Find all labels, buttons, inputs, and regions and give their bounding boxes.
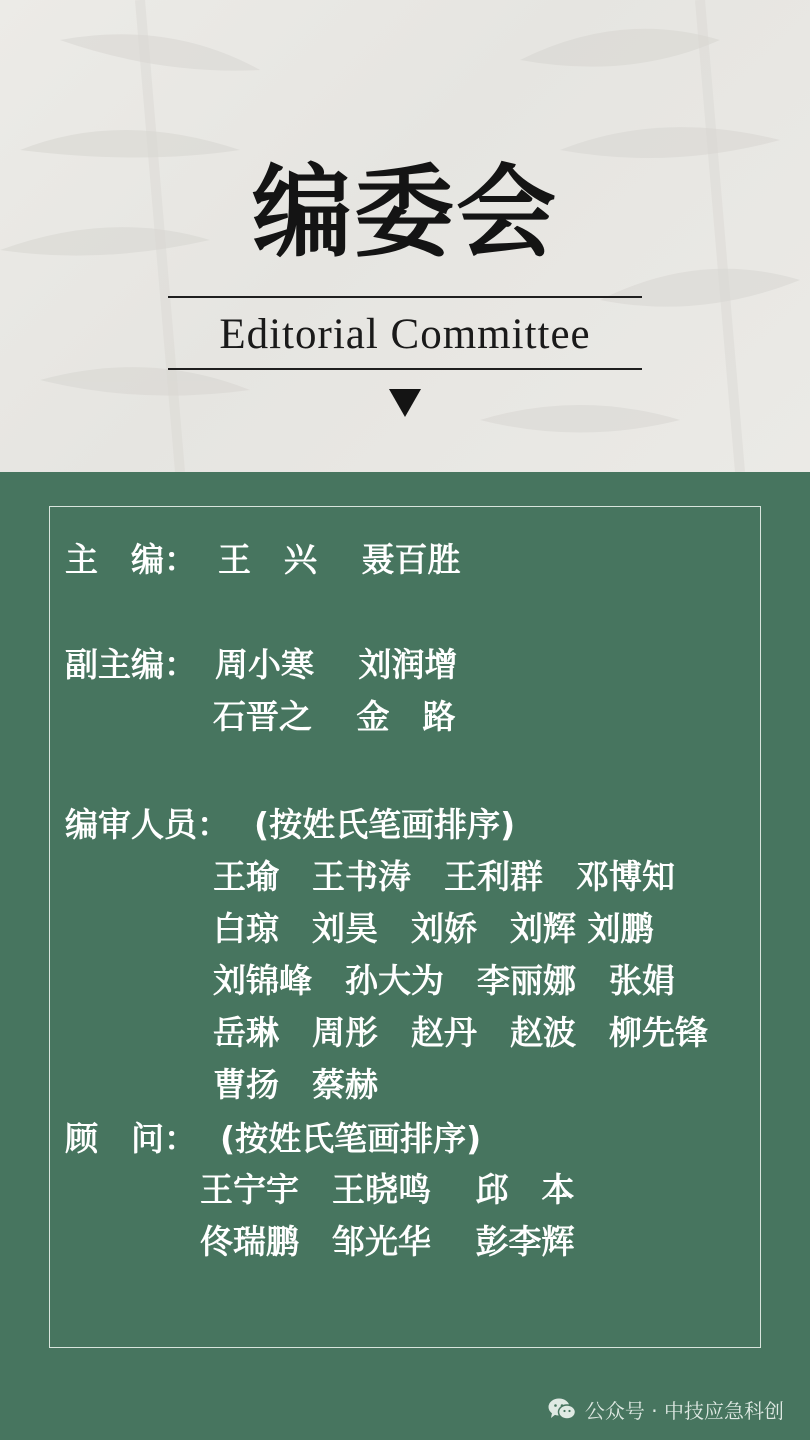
wechat-account-watermark: [547, 1392, 784, 1426]
reviewers-order-note: (按姓氏笔画排序): [254, 805, 516, 844]
chief-editor-names: 王 兴 聂百胜: [218, 540, 461, 579]
reviewers-names-line: 岳琳 周彤 赵丹 赵波 柳先锋: [213, 1013, 708, 1052]
advisors-names-line: 佟瑞鹏 邹光华 彭李辉: [200, 1222, 575, 1261]
deputy-editor-names-line-1: 周小寒 刘润增: [215, 645, 458, 684]
reviewers-names-line: 王瑜 王书涛 王利群 邓博知: [213, 857, 675, 896]
advisors-label: 顾 问：: [65, 1119, 197, 1158]
page-title: 编委会: [252, 153, 558, 271]
reviewers-names-line: 白琼 刘昊 刘娇 刘辉 刘鹏: [213, 909, 654, 948]
down-triangle-icon: [389, 389, 421, 417]
chief-editor-label: 主 编：: [65, 540, 197, 579]
deputy-editor-names-line-2: 石晋之 金 路: [213, 697, 456, 736]
reviewers-label: 编审人员：: [65, 805, 230, 844]
deputy-editor-label: 副主编：: [65, 645, 197, 684]
title-top-divider: [168, 296, 642, 298]
reviewers-names-line: 曹扬 蔡赫: [213, 1065, 378, 1104]
wechat-account-name: 公众号 · 中技应急科创: [584, 1398, 784, 1423]
reviewers-names-line: 刘锦峰 孙大为 李丽娜 张娟: [213, 961, 675, 1000]
wechat-icon: [547, 1396, 577, 1422]
title-bottom-divider: [168, 368, 642, 370]
header-section: [0, 0, 810, 472]
advisors-order-note: (按姓氏笔画排序): [220, 1119, 482, 1158]
advisors-names-line: 王宁宇 王晓鸣 邱 本: [200, 1170, 575, 1209]
page-subtitle: Editorial Committee: [219, 311, 591, 358]
